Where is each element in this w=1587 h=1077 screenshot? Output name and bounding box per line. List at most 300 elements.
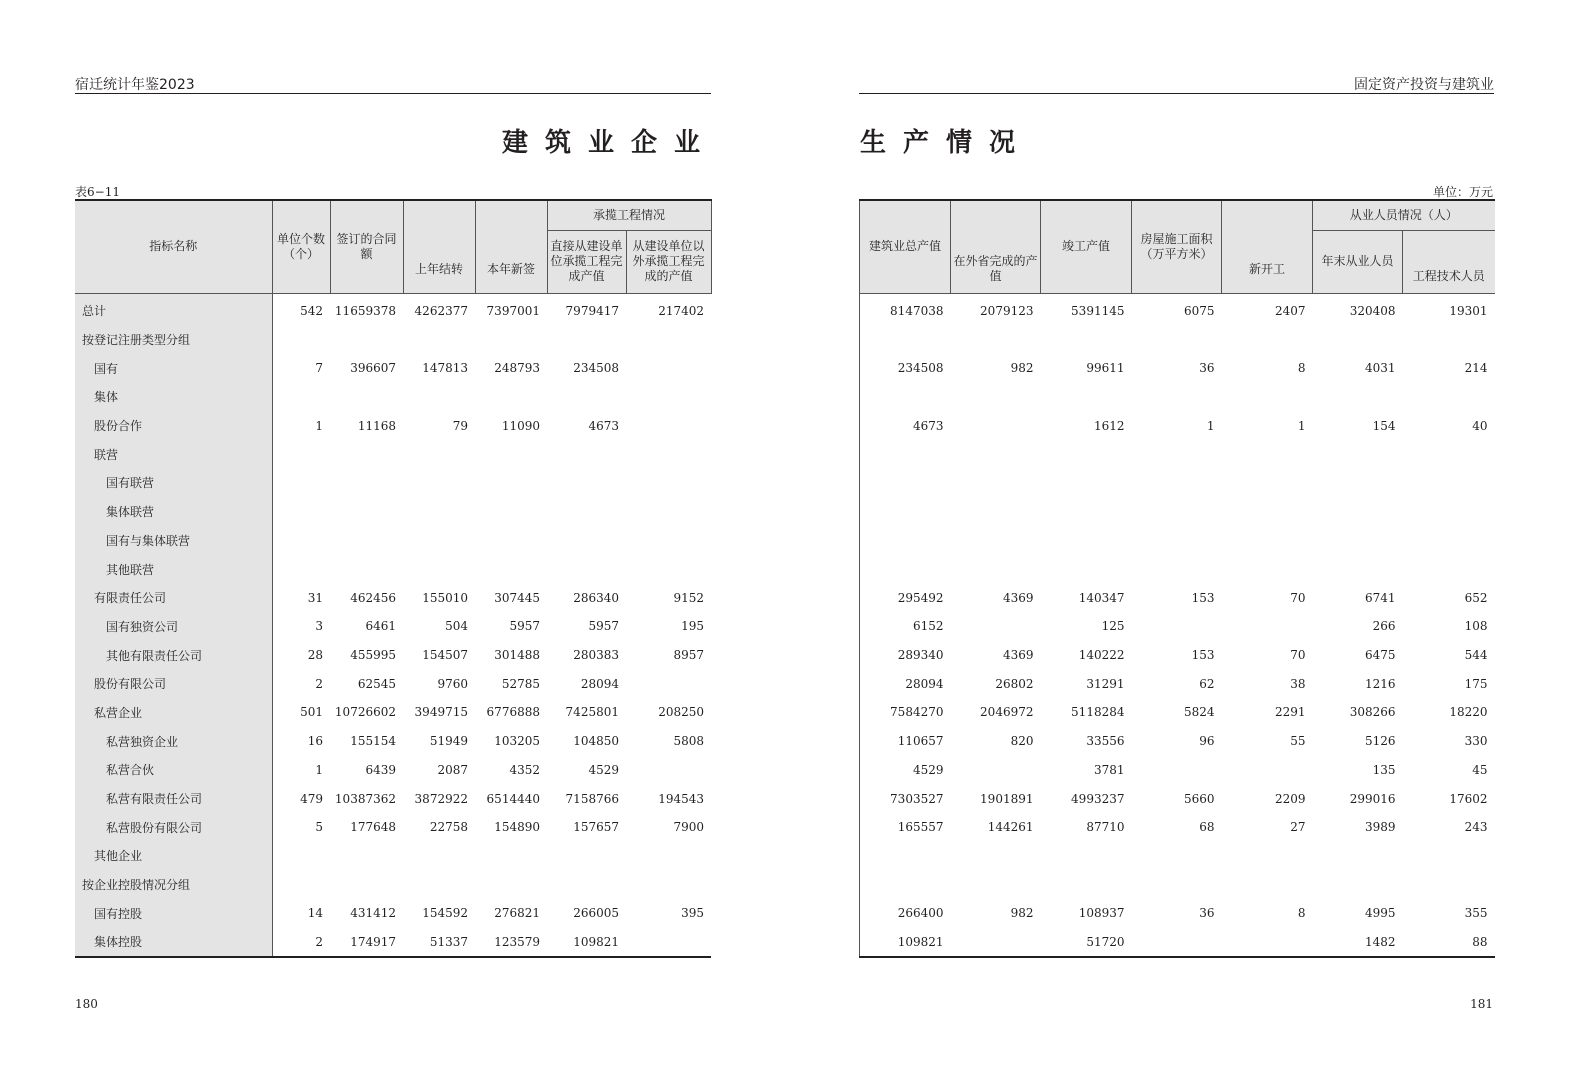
table-cell: 320408 bbox=[1349, 303, 1396, 318]
table-cell bbox=[860, 526, 951, 555]
table-cell: 70 bbox=[1290, 590, 1306, 605]
table-cell: 154890 bbox=[494, 820, 540, 835]
table-cell bbox=[1313, 842, 1403, 871]
table-cell: 7397001 bbox=[486, 303, 540, 318]
table-cell: 18220 bbox=[1449, 705, 1488, 720]
table-row bbox=[75, 669, 711, 698]
table-cell bbox=[1222, 497, 1313, 526]
table-cell bbox=[403, 440, 475, 469]
table-cell bbox=[1132, 612, 1222, 641]
header-total-output: 建筑业总产值 bbox=[860, 200, 951, 293]
header-contract-amount: 签订的合同额 bbox=[330, 200, 403, 293]
table-cell: 55 bbox=[1290, 734, 1306, 749]
table-cell bbox=[1403, 555, 1495, 584]
table-cell: 17602 bbox=[1449, 791, 1488, 806]
table-row bbox=[860, 842, 1495, 871]
table-cell: 6439 bbox=[365, 762, 396, 777]
table-row bbox=[860, 383, 1495, 412]
table-row bbox=[75, 555, 711, 584]
table-cell: 22758 bbox=[429, 820, 468, 835]
table-cell: 154507 bbox=[422, 648, 468, 663]
table-row bbox=[860, 928, 1495, 958]
table-row bbox=[860, 354, 1495, 383]
row-label: 国有独资公司 bbox=[75, 612, 272, 641]
table-cell bbox=[626, 756, 711, 785]
table-cell bbox=[330, 526, 403, 555]
table-row bbox=[860, 440, 1495, 469]
header-contracting-group: 承揽工程情况 bbox=[547, 200, 711, 230]
table-cell: 31 bbox=[307, 590, 323, 605]
table-row bbox=[75, 497, 711, 526]
table-cell: 36 bbox=[1199, 361, 1215, 376]
table-cell: 214 bbox=[1464, 361, 1488, 376]
table-cell: 28094 bbox=[580, 676, 619, 691]
table-cell bbox=[1403, 526, 1495, 555]
table-cell: 33556 bbox=[1086, 734, 1125, 749]
table-cell: 11090 bbox=[501, 418, 540, 433]
table-cell: 8147038 bbox=[860, 293, 951, 325]
table-cell: 36 bbox=[1199, 906, 1215, 921]
table-cell bbox=[1403, 469, 1495, 498]
table-cell: 276821 bbox=[494, 906, 540, 921]
table-cell bbox=[475, 440, 547, 469]
table-row bbox=[75, 325, 711, 354]
header-new-start: 新开工 bbox=[1222, 200, 1313, 293]
row-label: 国有控股 bbox=[75, 899, 272, 928]
running-header-right: 固定资产投资与建筑业 bbox=[1354, 77, 1494, 93]
table-cell: 28094 bbox=[860, 669, 951, 698]
table-cell: 194543 bbox=[658, 791, 705, 806]
table-cell bbox=[272, 526, 330, 555]
table-cell: 544 bbox=[1464, 648, 1488, 663]
table-cell: 234508 bbox=[573, 361, 619, 376]
table-cell bbox=[626, 669, 711, 698]
table-cell: 45 bbox=[1472, 762, 1488, 777]
row-label: 联营 bbox=[75, 440, 272, 469]
table-cell bbox=[330, 842, 403, 871]
header-indicator-name: 指标名称 bbox=[75, 200, 272, 293]
table-cell: 27 bbox=[1290, 820, 1306, 835]
table-row bbox=[75, 756, 711, 785]
table-cell bbox=[951, 842, 1041, 871]
table-cell: 109821 bbox=[573, 934, 619, 949]
table-cell bbox=[951, 928, 1041, 958]
table-cell: 266 bbox=[1372, 619, 1396, 634]
table-row bbox=[75, 526, 711, 555]
table-cell bbox=[1132, 870, 1222, 899]
table-cell: 307445 bbox=[494, 590, 540, 605]
table-cell bbox=[1222, 842, 1313, 871]
table-cell: 52785 bbox=[501, 676, 540, 691]
table-cell: 1901891 bbox=[980, 791, 1034, 806]
table-cell: 4369 bbox=[1002, 590, 1034, 605]
table-cell bbox=[547, 870, 626, 899]
table-cell bbox=[330, 555, 403, 584]
table-cell bbox=[403, 325, 475, 354]
table-cell: 10726602 bbox=[334, 705, 396, 720]
table-cell: 1482 bbox=[1364, 934, 1396, 949]
table-cell bbox=[626, 354, 711, 383]
table-cell bbox=[330, 469, 403, 498]
table-cell: 7979417 bbox=[565, 303, 619, 318]
table-row bbox=[75, 813, 711, 842]
table-row bbox=[860, 641, 1495, 670]
table-cell bbox=[403, 497, 475, 526]
table-cell: 243 bbox=[1464, 820, 1488, 835]
table-cell bbox=[1222, 612, 1313, 641]
table-cell bbox=[626, 928, 711, 958]
table-cell: 234508 bbox=[860, 354, 951, 383]
table-cell: 6461 bbox=[365, 619, 396, 634]
table-cell bbox=[475, 469, 547, 498]
header-new-signed: 本年新签 bbox=[475, 200, 547, 293]
table-cell: 2079123 bbox=[980, 303, 1034, 318]
table-cell bbox=[626, 383, 711, 412]
table-cell: 542 bbox=[300, 303, 323, 318]
table-cell: 2 bbox=[315, 676, 323, 691]
table-cell bbox=[1041, 555, 1132, 584]
table-cell: 5957 bbox=[588, 619, 619, 634]
table-cell bbox=[1041, 497, 1132, 526]
table-cell bbox=[860, 497, 951, 526]
table-cell: 4993237 bbox=[1071, 791, 1125, 806]
table-cell: 99611 bbox=[1086, 361, 1125, 376]
row-label: 私营合伙 bbox=[75, 756, 272, 785]
table-cell bbox=[547, 526, 626, 555]
table-row bbox=[860, 727, 1495, 756]
table-cell bbox=[1313, 469, 1403, 498]
table-cell bbox=[403, 870, 475, 899]
table-row bbox=[75, 583, 711, 612]
table-cell bbox=[403, 469, 475, 498]
table-cell bbox=[1313, 325, 1403, 354]
table-cell bbox=[626, 497, 711, 526]
table-cell: 174917 bbox=[350, 934, 396, 949]
table-cell: 153 bbox=[1191, 590, 1215, 605]
table-cell bbox=[951, 325, 1041, 354]
table-cell: 154592 bbox=[422, 906, 468, 921]
table-cell bbox=[1041, 469, 1132, 498]
table-cell: 1 bbox=[315, 762, 323, 777]
table-cell: 195 bbox=[681, 619, 705, 634]
table-cell bbox=[626, 469, 711, 498]
table-cell bbox=[626, 440, 711, 469]
table-cell: 820 bbox=[1010, 734, 1034, 749]
table-cell bbox=[1222, 440, 1313, 469]
table-cell: 154 bbox=[1372, 418, 1396, 433]
table-cell: 87710 bbox=[1086, 820, 1125, 835]
row-label: 私营企业 bbox=[75, 698, 272, 727]
table-cell: 2087 bbox=[437, 762, 468, 777]
table-cell: 108 bbox=[1464, 619, 1488, 634]
table-row bbox=[860, 870, 1495, 899]
table-cell: 5660 bbox=[1183, 791, 1215, 806]
table-cell bbox=[272, 555, 330, 584]
table-cell: 5 bbox=[315, 820, 323, 835]
table-cell: 208250 bbox=[658, 705, 705, 720]
table-cell: 68 bbox=[1199, 820, 1215, 835]
page-number-left: 180 bbox=[75, 997, 98, 1011]
table-cell: 79 bbox=[452, 418, 468, 433]
table-cell bbox=[951, 497, 1041, 526]
table-cell bbox=[547, 440, 626, 469]
table-right bbox=[859, 199, 1495, 958]
table-number: 表6−11 bbox=[75, 185, 120, 199]
table-row bbox=[860, 497, 1495, 526]
table-cell bbox=[272, 842, 330, 871]
table-cell: 1612 bbox=[1093, 418, 1125, 433]
table-cell: 155154 bbox=[350, 734, 396, 749]
table-row bbox=[75, 612, 711, 641]
table-cell bbox=[272, 469, 330, 498]
table-title-left: 建筑业企业 bbox=[501, 128, 717, 158]
table-cell bbox=[1222, 325, 1313, 354]
table-row bbox=[860, 526, 1495, 555]
table-cell bbox=[1313, 555, 1403, 584]
table-cell: 295492 bbox=[860, 583, 951, 612]
table-row bbox=[860, 469, 1495, 498]
table-cell bbox=[547, 555, 626, 584]
table-cell bbox=[951, 411, 1041, 440]
table-cell: 155010 bbox=[422, 590, 468, 605]
table-cell bbox=[547, 497, 626, 526]
running-header-left: 宿迁统计年鉴2023 bbox=[75, 77, 195, 93]
table-row bbox=[75, 727, 711, 756]
table-cell: 3949715 bbox=[414, 705, 468, 720]
table-cell bbox=[1132, 383, 1222, 412]
table-cell: 26802 bbox=[995, 676, 1034, 691]
table-cell: 135 bbox=[1372, 762, 1396, 777]
table-cell: 266400 bbox=[860, 899, 951, 928]
header-construction-area: 房屋施工面积（万平方米） bbox=[1132, 200, 1222, 293]
table-cell: 177648 bbox=[350, 820, 396, 835]
table-cell: 6075 bbox=[1183, 303, 1215, 318]
table-cell bbox=[951, 756, 1041, 785]
table-cell: 1 bbox=[1297, 418, 1306, 433]
table-cell bbox=[1132, 497, 1222, 526]
table-cell bbox=[272, 440, 330, 469]
table-cell: 9152 bbox=[673, 590, 705, 605]
table-cell bbox=[330, 497, 403, 526]
table-cell bbox=[547, 325, 626, 354]
table-cell bbox=[1132, 469, 1222, 498]
table-cell bbox=[403, 555, 475, 584]
table-cell: 140222 bbox=[1078, 648, 1125, 663]
table-cell: 6475 bbox=[1364, 648, 1396, 663]
header-year-end-staff: 年末从业人员 bbox=[1313, 230, 1403, 293]
table-cell: 4529 bbox=[588, 762, 619, 777]
table-cell: 248793 bbox=[494, 361, 540, 376]
table-cell bbox=[1403, 440, 1495, 469]
table-cell bbox=[626, 411, 711, 440]
table-cell: 9760 bbox=[437, 676, 468, 691]
table-cell bbox=[475, 497, 547, 526]
table-cell: 355 bbox=[1464, 906, 1488, 921]
table-cell: 4673 bbox=[860, 411, 951, 440]
table-row bbox=[75, 928, 711, 958]
table-cell: 7 bbox=[315, 361, 323, 376]
table-row bbox=[75, 698, 711, 727]
table-row bbox=[860, 813, 1495, 842]
table-row bbox=[860, 756, 1495, 785]
table-cell bbox=[1403, 325, 1495, 354]
row-label: 国有与集体联营 bbox=[75, 526, 272, 555]
table-cell bbox=[626, 526, 711, 555]
table-left bbox=[75, 199, 712, 958]
table-cell bbox=[626, 325, 711, 354]
page-number-right: 181 bbox=[1470, 997, 1493, 1011]
header-other-contract: 从建设单位以外承揽工程完成的产值 bbox=[626, 230, 711, 293]
table-cell: 5957 bbox=[509, 619, 540, 634]
table-cell bbox=[951, 469, 1041, 498]
row-label: 其他联营 bbox=[75, 555, 272, 584]
table-row bbox=[75, 641, 711, 670]
table-cell: 4262377 bbox=[414, 303, 468, 318]
table-cell: 10387362 bbox=[334, 791, 396, 806]
table-cell bbox=[1403, 870, 1495, 899]
table-cell: 125 bbox=[1101, 619, 1125, 634]
table-cell: 479 bbox=[300, 791, 323, 806]
table-cell bbox=[1313, 497, 1403, 526]
table-cell: 2046972 bbox=[980, 705, 1034, 720]
table-cell: 7425801 bbox=[565, 705, 619, 720]
table-cell: 7584270 bbox=[860, 698, 951, 727]
table-row bbox=[75, 784, 711, 813]
table-cell: 4995 bbox=[1364, 906, 1396, 921]
table-cell: 2 bbox=[315, 934, 323, 949]
table-row bbox=[860, 293, 1495, 325]
table-cell: 3 bbox=[315, 619, 323, 634]
table-cell bbox=[1222, 526, 1313, 555]
table-cell: 289340 bbox=[860, 641, 951, 670]
header-carried-over: 上年结转 bbox=[403, 200, 475, 293]
table-cell: 280383 bbox=[573, 648, 619, 663]
table-row bbox=[860, 583, 1495, 612]
table-cell: 11659378 bbox=[334, 303, 396, 318]
table-cell: 153 bbox=[1191, 648, 1215, 663]
table-cell: 4529 bbox=[860, 756, 951, 785]
table-cell bbox=[1222, 469, 1313, 498]
table-cell: 6152 bbox=[860, 612, 951, 641]
table-cell bbox=[951, 526, 1041, 555]
table-cell: 108937 bbox=[1078, 906, 1125, 921]
table-cell bbox=[1132, 325, 1222, 354]
row-label: 按登记注册类型分组 bbox=[75, 325, 272, 354]
table-cell: 982 bbox=[1010, 906, 1034, 921]
row-label: 集体控股 bbox=[75, 928, 272, 958]
table-row bbox=[75, 842, 711, 871]
table-cell bbox=[1313, 440, 1403, 469]
table-cell: 6776888 bbox=[486, 705, 540, 720]
table-cell bbox=[547, 469, 626, 498]
table-cell: 4031 bbox=[1364, 361, 1396, 376]
table-cell: 62545 bbox=[357, 676, 396, 691]
table-cell: 62 bbox=[1199, 676, 1215, 691]
table-cell: 4673 bbox=[588, 418, 619, 433]
table-cell bbox=[547, 842, 626, 871]
table-row bbox=[860, 899, 1495, 928]
table-cell bbox=[860, 469, 951, 498]
table-cell bbox=[475, 325, 547, 354]
table-cell: 157657 bbox=[573, 820, 619, 835]
table-cell: 299016 bbox=[1349, 791, 1396, 806]
row-label: 按企业控股情况分组 bbox=[75, 870, 272, 899]
table-cell: 5808 bbox=[673, 734, 705, 749]
table-cell bbox=[1222, 555, 1313, 584]
table-row bbox=[75, 440, 711, 469]
table-cell: 5118284 bbox=[1071, 705, 1125, 720]
table-cell bbox=[475, 555, 547, 584]
table-cell: 175 bbox=[1464, 676, 1488, 691]
header-outside-province: 在外省完成的产值 bbox=[951, 200, 1041, 293]
header-completed-output: 竣工产值 bbox=[1041, 200, 1132, 293]
table-row bbox=[75, 469, 711, 498]
table-cell: 330 bbox=[1464, 734, 1488, 749]
table-cell bbox=[272, 870, 330, 899]
row-label: 私营有限责任公司 bbox=[75, 784, 272, 813]
table-cell: 31291 bbox=[1086, 676, 1125, 691]
header-rule-left bbox=[75, 93, 711, 94]
table-cell: 51337 bbox=[429, 934, 468, 949]
table-cell: 2209 bbox=[1274, 791, 1306, 806]
table-cell: 301488 bbox=[494, 648, 540, 663]
row-label: 国有 bbox=[75, 354, 272, 383]
table-cell bbox=[403, 842, 475, 871]
table-row bbox=[860, 612, 1495, 641]
table-cell bbox=[475, 842, 547, 871]
table-cell bbox=[1041, 440, 1132, 469]
table-cell: 982 bbox=[1010, 361, 1034, 376]
table-cell bbox=[475, 383, 547, 412]
table-cell: 88 bbox=[1472, 934, 1488, 949]
table-cell: 144261 bbox=[987, 820, 1034, 835]
table-cell bbox=[1041, 383, 1132, 412]
table-cell: 1 bbox=[315, 418, 323, 433]
table-cell bbox=[626, 842, 711, 871]
table-cell: 123579 bbox=[494, 934, 540, 949]
table-cell bbox=[1403, 383, 1495, 412]
table-cell: 165557 bbox=[860, 813, 951, 842]
table-cell: 147813 bbox=[422, 361, 468, 376]
table-cell: 7900 bbox=[673, 820, 705, 835]
table-cell: 8 bbox=[1297, 906, 1306, 921]
table-cell bbox=[330, 440, 403, 469]
row-label: 私营股份有限公司 bbox=[75, 813, 272, 842]
table-cell: 6514440 bbox=[486, 791, 540, 806]
table-cell bbox=[951, 555, 1041, 584]
table-cell bbox=[475, 870, 547, 899]
table-row bbox=[75, 354, 711, 383]
row-label: 其他有限责任公司 bbox=[75, 641, 272, 670]
table-cell bbox=[330, 870, 403, 899]
row-label: 私营独资企业 bbox=[75, 727, 272, 756]
table-cell: 308266 bbox=[1349, 705, 1396, 720]
table-row bbox=[75, 411, 711, 440]
header-rule-right bbox=[859, 93, 1494, 94]
table-cell bbox=[951, 383, 1041, 412]
row-label: 其他企业 bbox=[75, 842, 272, 871]
table-cell: 2291 bbox=[1274, 705, 1306, 720]
table-cell bbox=[1132, 928, 1222, 958]
header-direct-contract: 直接从建设单位承揽工程完成产值 bbox=[547, 230, 626, 293]
table-cell: 103205 bbox=[494, 734, 540, 749]
table-row bbox=[75, 383, 711, 412]
table-cell bbox=[1313, 383, 1403, 412]
row-label: 集体联营 bbox=[75, 497, 272, 526]
table-cell: 266005 bbox=[573, 906, 619, 921]
table-cell: 19301 bbox=[1449, 303, 1488, 318]
table-cell: 217402 bbox=[658, 303, 705, 318]
